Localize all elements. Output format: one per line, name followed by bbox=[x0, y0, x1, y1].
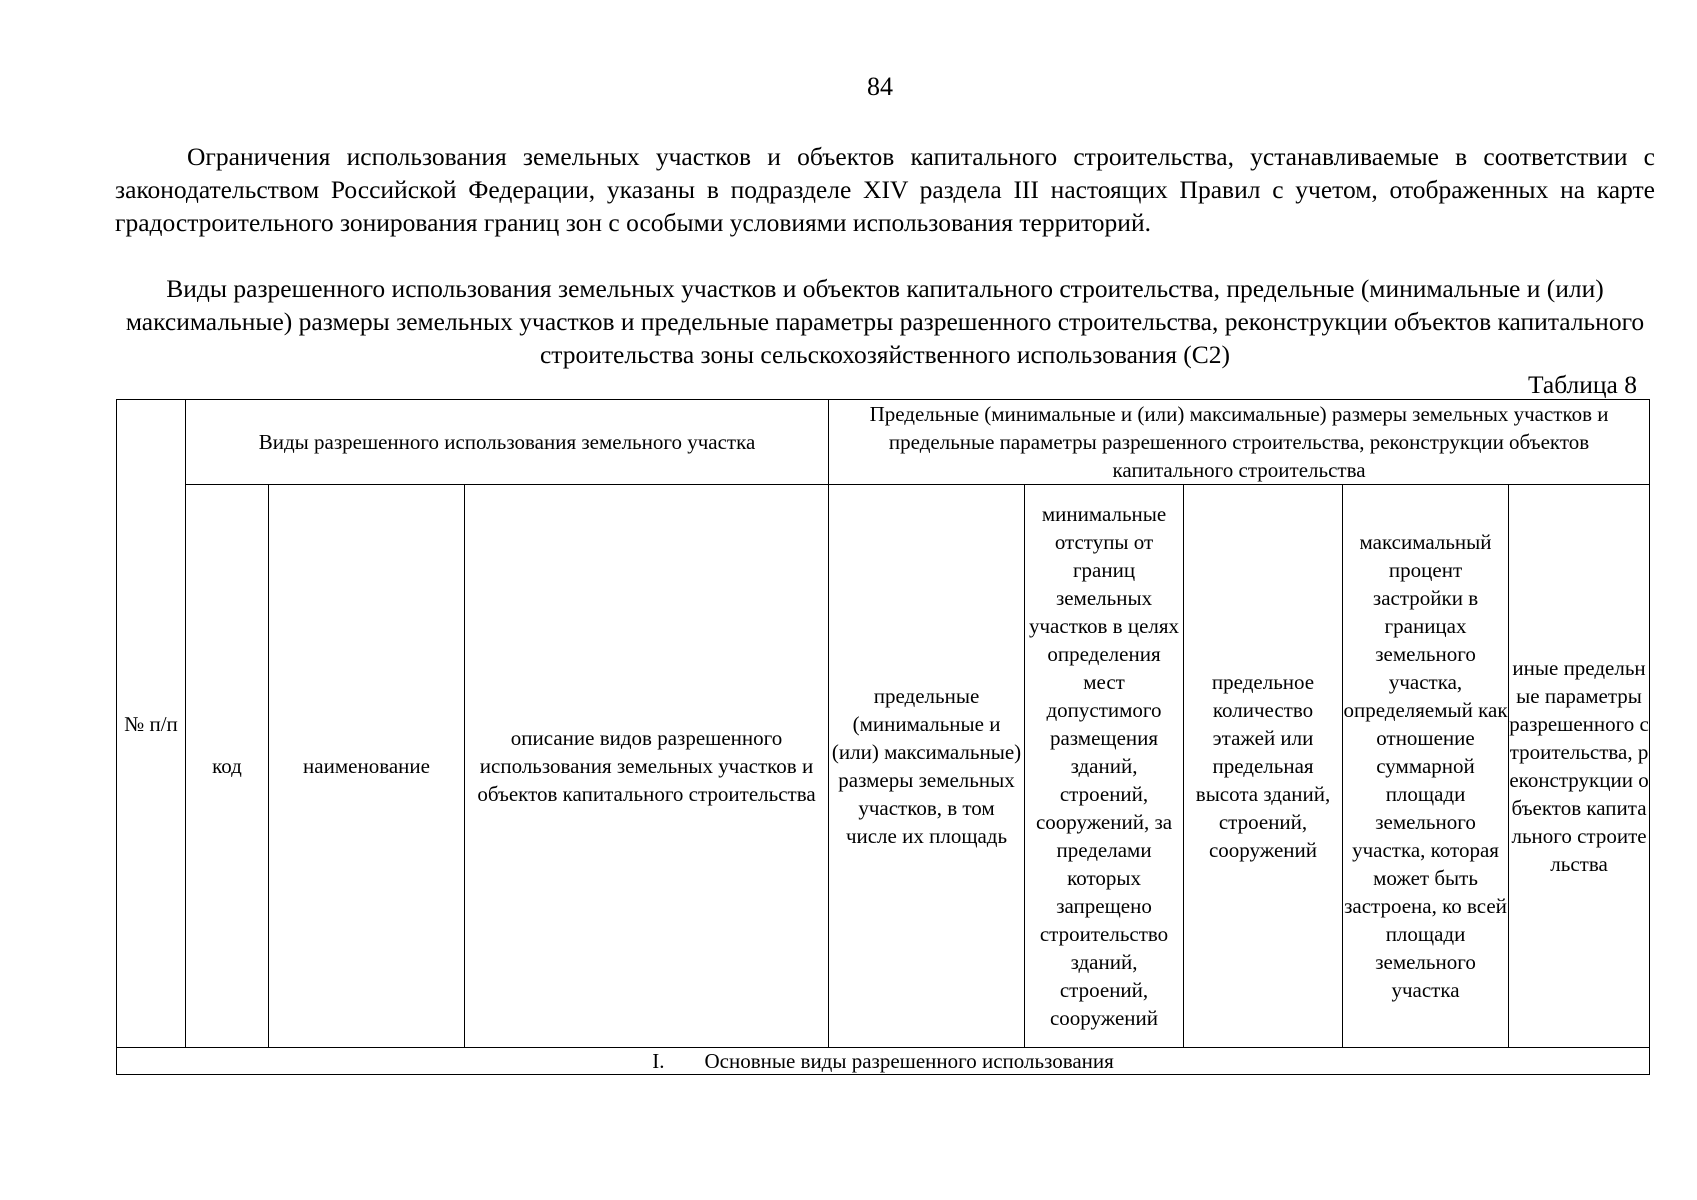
section-title: Основные виды разрешенного использования bbox=[704, 1049, 1114, 1073]
col-header-min-setbacks: минимальные отступы от границ земельных участков в целях определения мест допустимого размещения зданий, строений, сооружений, за пределами которых запрещено строительство зданий, строений, сооружений bbox=[1025, 485, 1184, 1048]
table-caption: Таблица 8 bbox=[1527, 370, 1637, 399]
col-header-plot-sizes: предельные (минимальные и (или) максимальные) размеры земельных участков, в том числе их площадь bbox=[829, 485, 1025, 1048]
intro-paragraph: Ограничения использования земельных участков и объектов капитального строительства, устанавливаемые в соответствии с законодательством Российской Федерации, указаны в подразделе XIV раздела III настоящих Правил с учетом, отображенных на карте градостроительного зонирования границ зон с особыми условиями использования территорий. bbox=[115, 142, 1655, 237]
col-header-max-floors: предельное количество этажей или предельная высота зданий, строений, сооружений bbox=[1184, 485, 1343, 1048]
group-header-permitted-uses: Виды разрешенного использования земельного участка bbox=[186, 400, 829, 485]
col-header-other-params: иные предельные параметры разрешенного строительства, реконструкции объектов капитального строительства bbox=[1509, 485, 1650, 1048]
section-row-main-uses bbox=[117, 1048, 1650, 1075]
permitted-use-table bbox=[116, 399, 1650, 1075]
col-header-name: наименование bbox=[269, 485, 465, 1048]
col-header-max-coverage: максимальный процент застройки в границах земельного участка, определяемый как отношение суммарной площади земельного участка, которая может быть застроена, ко всей площади земельного участка bbox=[1343, 485, 1509, 1048]
group-header-limit-params: Предельные (минимальные и (или) максимальные) размеры земельных участков и предельные параметры разрешенного строительства, реконструкции объектов капитального строительства bbox=[829, 400, 1650, 485]
page-number: 84 bbox=[867, 72, 893, 101]
section-number: I. bbox=[652, 1049, 665, 1073]
col-header-code: код bbox=[186, 485, 269, 1048]
col-header-description: описание видов разрешенного использования земельных участков и объектов капитального строительства bbox=[465, 485, 829, 1048]
table-heading: Виды разрешенного использования земельных участков и объектов капитального строительства, предельные (минимальные и (или) максимальные) размеры земельных участков и предельные параметры разрешенного строительства, реконструкции объектов капитального строительства зоны сельскохозяйственного использования (С2) bbox=[125, 274, 1645, 369]
col-number-header: № п/п bbox=[117, 400, 186, 1048]
